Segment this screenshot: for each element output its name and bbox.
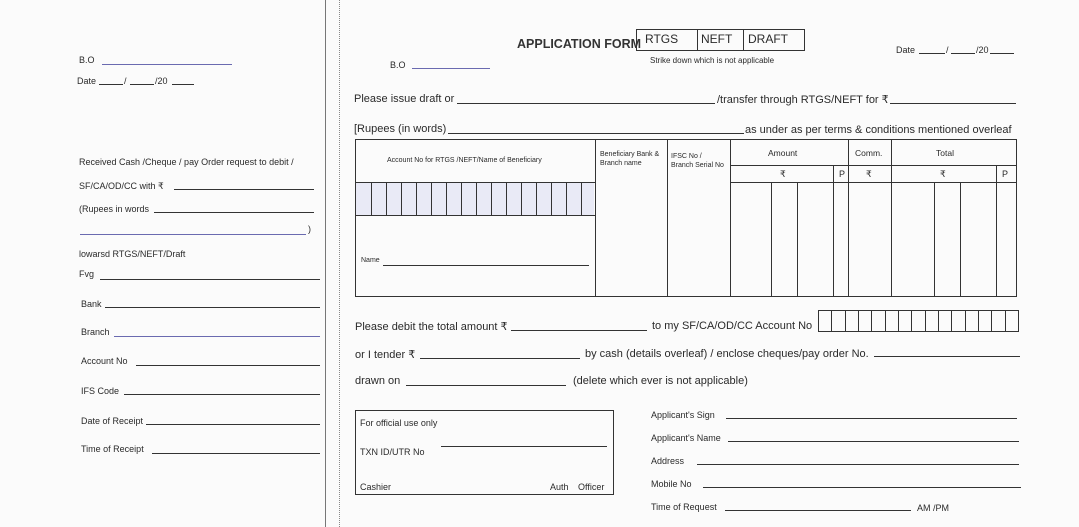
official-heading: For official use only xyxy=(360,418,438,428)
issue-draft-label: Please issue draft or xyxy=(354,93,455,105)
official-use-box xyxy=(355,410,614,495)
cf-words-label: (Rupees in words xyxy=(79,204,150,214)
terms-text: as under as per terms & conditions mentioned overleaf xyxy=(745,124,1012,136)
to-my-account-label: to my SF/CA/OD/CC Account No xyxy=(652,320,813,332)
cf-ifs-field[interactable] xyxy=(124,394,320,395)
option-rtgs[interactable]: RTGS xyxy=(645,32,679,46)
time-request-field[interactable] xyxy=(725,510,911,511)
rupees-words-label: [Rupees (in words) xyxy=(354,123,447,135)
cf-ifs-label: IFS Code xyxy=(81,386,120,396)
option-neft[interactable]: NEFT xyxy=(701,32,733,46)
col-amount-header: Amount xyxy=(768,148,798,158)
cf-account-label: Account No xyxy=(81,356,128,366)
account-number-cells[interactable] xyxy=(356,183,594,215)
form-date-year-label: /20 xyxy=(976,45,989,55)
applicant-name-label: Applicant's Name xyxy=(651,433,721,443)
comm-rupee-sym: ₹ xyxy=(866,169,872,179)
cashier-label: Cashier xyxy=(360,482,392,492)
applicant-sign-label: Applicant's Sign xyxy=(651,410,715,420)
tender-label: or I tender ₹ xyxy=(355,349,416,361)
delete-note: (delete which ever is not applicable) xyxy=(573,375,748,387)
amount-paise-sym: P xyxy=(839,169,846,179)
debit-amount-field[interactable] xyxy=(511,330,647,331)
txn-id-field[interactable] xyxy=(441,446,607,447)
cf-time-receipt-label: Time of Receipt xyxy=(81,444,144,454)
col-account-header: Account No for RTGS /NEFT/Name of Beneficiary xyxy=(387,157,542,164)
form-date-label: Date xyxy=(896,45,916,55)
cf-fvg-field[interactable] xyxy=(100,279,320,280)
beneficiary-name-field[interactable] xyxy=(383,265,589,266)
issue-draft-field[interactable] xyxy=(457,103,715,104)
transfer-amount-field[interactable] xyxy=(890,103,1016,104)
mobile-field[interactable] xyxy=(703,487,1021,488)
cf-bo-label: B.O xyxy=(79,55,95,65)
cf-bank-label: Bank xyxy=(81,299,102,309)
col-total-header: Total xyxy=(936,148,954,158)
cf-date-sep: / xyxy=(124,76,127,86)
col-comm-header: Comm. xyxy=(855,148,883,158)
drawn-on-label: drawn on xyxy=(355,375,401,387)
cf-time-receipt-field[interactable] xyxy=(152,453,320,454)
cf-date-label: Date xyxy=(77,76,97,86)
col-ifsc-header-1: IFSC No / xyxy=(671,153,702,160)
cf-date-year[interactable] xyxy=(172,84,194,85)
form-date-month[interactable] xyxy=(951,53,975,54)
col-bank-header-1: Beneficiary Bank & xyxy=(600,151,660,158)
form-date-sep: / xyxy=(946,45,949,55)
auth-label: Auth xyxy=(550,482,569,492)
address-field[interactable] xyxy=(697,464,1019,465)
cf-branch-field[interactable] xyxy=(114,336,320,337)
cf-date-year-label: /20 xyxy=(155,76,168,86)
cf-bank-field[interactable] xyxy=(105,307,320,308)
tender-amount-field[interactable] xyxy=(420,358,580,359)
total-paise-sym: P xyxy=(1002,169,1009,179)
by-cash-label: by cash (details overleaf) / enclose cheques/pay order No. xyxy=(585,348,869,360)
col-ifsc-header-2: Branch Serial No xyxy=(671,162,724,169)
cf-close-paren: ) xyxy=(308,224,311,234)
mode-options xyxy=(636,29,805,51)
rupees-words-field[interactable] xyxy=(448,133,744,134)
transfer-label: /transfer through RTGS/NEFT for ₹ xyxy=(717,94,889,106)
txn-label: TXN ID/UTR No xyxy=(360,447,425,457)
form-date-year[interactable] xyxy=(990,53,1014,54)
cf-bo-field[interactable] xyxy=(102,64,232,65)
form-title: APPLICATION FORM xyxy=(517,37,642,51)
time-request-label: Time of Request xyxy=(651,502,717,512)
officer-label: Officer xyxy=(578,482,605,492)
cf-sfca-label: SF/CA/OD/CC with ₹ xyxy=(79,181,164,191)
col-bank-header-2: Branch name xyxy=(600,160,642,167)
form-date-day[interactable] xyxy=(919,53,945,54)
form-bo-label: B.O xyxy=(390,60,406,70)
strike-note: Strike down which is not applicable xyxy=(650,56,775,65)
perforation-line xyxy=(325,0,326,527)
total-rupee-sym: ₹ xyxy=(940,169,946,179)
amount-rupee-sym: ₹ xyxy=(780,169,786,179)
perforation-dots xyxy=(339,0,340,527)
form-bo-field[interactable] xyxy=(412,68,490,69)
mobile-label: Mobile No xyxy=(651,479,692,489)
cf-date-receipt-label: Date of Receipt xyxy=(81,416,144,426)
cf-towards-label: lowarsd RTGS/NEFT/Draft xyxy=(79,249,186,259)
drawn-on-field[interactable] xyxy=(406,385,566,386)
cheque-number-field[interactable] xyxy=(874,356,1020,357)
applicant-name-field[interactable] xyxy=(728,441,1019,442)
cf-sfca-field[interactable] xyxy=(174,189,314,190)
option-draft[interactable]: DRAFT xyxy=(748,32,788,46)
cf-received-text: Received Cash /Cheque / pay Order request to debit / xyxy=(79,157,294,167)
cf-words-field[interactable] xyxy=(154,212,314,213)
cf-date-receipt-field[interactable] xyxy=(146,424,320,425)
debit-total-label: Please debit the total amount ₹ xyxy=(355,321,508,333)
cf-account-field[interactable] xyxy=(136,365,320,366)
name-label: Name xyxy=(361,257,380,264)
cf-fvg-label: Fvg xyxy=(79,269,95,279)
ampm-label: AM /PM xyxy=(917,503,950,513)
debit-account-cells[interactable] xyxy=(818,310,1019,332)
cf-branch-label: Branch xyxy=(81,327,110,337)
cf-words-field-2[interactable] xyxy=(80,234,306,235)
address-label: Address xyxy=(651,456,685,466)
cf-date-day[interactable] xyxy=(99,84,123,85)
applicant-sign-field[interactable] xyxy=(726,418,1017,419)
cf-date-month[interactable] xyxy=(130,84,154,85)
